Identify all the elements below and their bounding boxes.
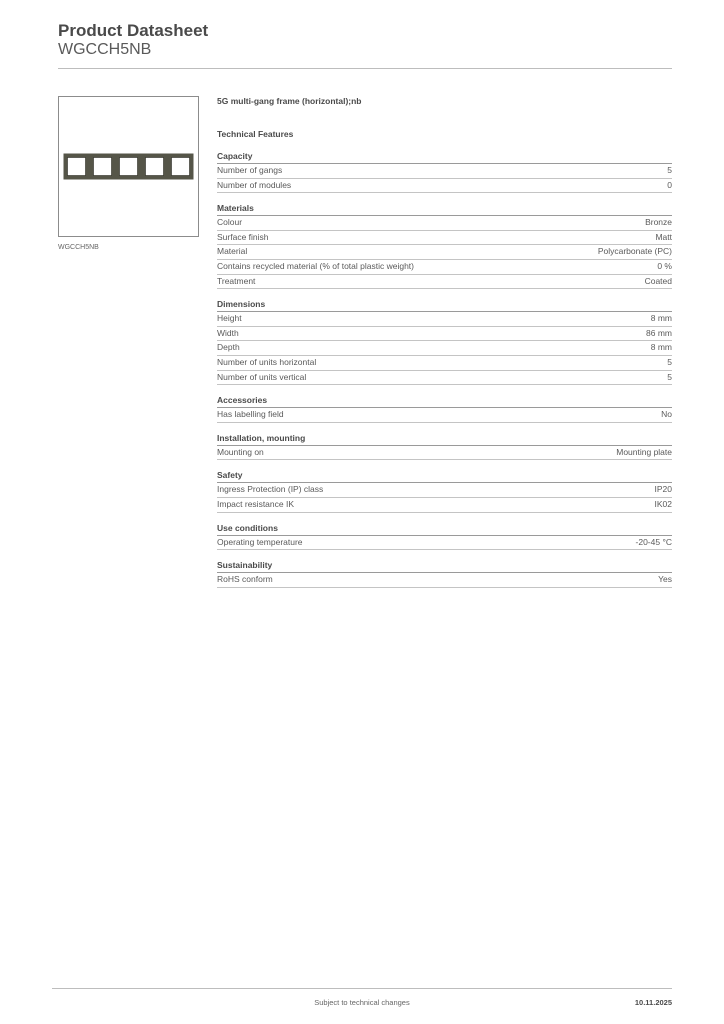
spec-label: Colour: [217, 217, 243, 228]
product-code: WGCCH5NB: [58, 41, 152, 58]
spec-label: Impact resistance IK: [217, 498, 295, 509]
spec-value: 0: [667, 179, 672, 190]
spec-section: [217, 522, 672, 551]
spec-label: Width: [217, 327, 239, 338]
spec-value: 8 mm: [650, 313, 672, 324]
spec-value: Yes: [658, 574, 672, 585]
spec-label: Treatment: [217, 275, 256, 286]
spec-row: [217, 216, 672, 231]
spec-row: [217, 312, 672, 327]
spec-section: [217, 559, 672, 588]
spec-label: RoHS conform: [217, 574, 273, 585]
spec-value: IP20: [654, 484, 672, 495]
frame-gang-opening: [94, 158, 112, 176]
spec-label: Number of modules: [217, 179, 292, 190]
spec-value: 8 mm: [650, 342, 672, 353]
image-caption: WGCCH5NB: [58, 244, 99, 251]
spec-label: Contains recycled material (% of total plastic weight): [217, 260, 414, 271]
spec-value: 5: [667, 371, 672, 382]
multi-gang-frame-illustration: [63, 153, 194, 181]
spec-section: [217, 202, 672, 289]
technical-features-heading: Technical Features: [217, 129, 294, 139]
spec-value: Matt: [655, 231, 672, 242]
spec-label: Operating temperature: [217, 536, 303, 547]
spec-label: Surface finish: [217, 231, 269, 242]
section-title: Dimensions: [217, 298, 672, 312]
spec-row: [217, 446, 672, 461]
spec-row: [217, 483, 672, 498]
spec-row: [217, 536, 672, 551]
footer-note: Subject to technical changes: [314, 998, 410, 1007]
spec-section: [217, 469, 672, 512]
section-title: Materials: [217, 202, 672, 216]
page-header: [58, 21, 208, 59]
spec-label: Mounting on: [217, 446, 264, 457]
footer-divider: [52, 988, 672, 989]
spec-row: [217, 371, 672, 386]
spec-label: Material: [217, 246, 248, 257]
spec-row: [217, 341, 672, 356]
product-name: 5G multi-gang frame (horizontal);nb: [217, 96, 362, 106]
spec-value: Coated: [644, 275, 672, 286]
spec-sections: [217, 150, 672, 588]
section-title: Safety: [217, 469, 672, 483]
spec-value: Polycarbonate (PC): [597, 246, 672, 257]
spec-label: Number of units horizontal: [217, 356, 317, 367]
spec-row: [217, 498, 672, 513]
spec-label: Depth: [217, 342, 240, 353]
spec-label: Height: [217, 313, 242, 324]
spec-panel: [217, 95, 672, 597]
spec-value: 5: [667, 356, 672, 367]
spec-row: [217, 275, 672, 290]
spec-row: [217, 408, 672, 423]
spec-label: Has labelling field: [217, 409, 284, 420]
spec-row: [217, 356, 672, 371]
spec-row: [217, 231, 672, 246]
header-divider: [58, 68, 672, 69]
spec-section: [217, 432, 672, 461]
spec-label: Number of gangs: [217, 165, 283, 175]
section-title: Accessories: [217, 394, 672, 408]
spec-value: Mounting plate: [616, 446, 672, 457]
frame-gang-opening: [120, 158, 138, 176]
spec-value: No: [661, 409, 672, 420]
spec-section: [217, 150, 672, 193]
spec-row: [217, 164, 672, 179]
spec-row: [217, 573, 672, 588]
page-title: Product Datasheet: [58, 21, 209, 40]
section-title: Sustainability: [217, 559, 672, 573]
spec-value: 86 mm: [646, 327, 672, 338]
frame-gang-opening: [68, 158, 86, 176]
spec-value: 0 %: [657, 260, 672, 271]
spec-section: [217, 394, 672, 423]
section-title: Use conditions: [217, 522, 672, 536]
frame-gang-opening: [172, 158, 190, 176]
product-image: [58, 96, 199, 237]
footer-date: 10.11.2025: [634, 998, 672, 1007]
section-title: Capacity: [217, 150, 672, 164]
spec-row: [217, 179, 672, 194]
spec-label: Ingress Protection (IP) class: [217, 484, 324, 495]
spec-section: [217, 298, 672, 385]
spec-row: [217, 260, 672, 275]
spec-label: Number of units vertical: [217, 371, 307, 382]
section-title: Installation, mounting: [217, 432, 672, 446]
spec-value: Bronze: [645, 217, 672, 228]
spec-value: -20-45 °C: [635, 536, 672, 547]
spec-row: [217, 245, 672, 260]
spec-value: 5: [667, 165, 672, 175]
spec-row: [217, 327, 672, 342]
frame-gang-opening: [146, 158, 164, 176]
spec-value: IK02: [654, 498, 672, 509]
